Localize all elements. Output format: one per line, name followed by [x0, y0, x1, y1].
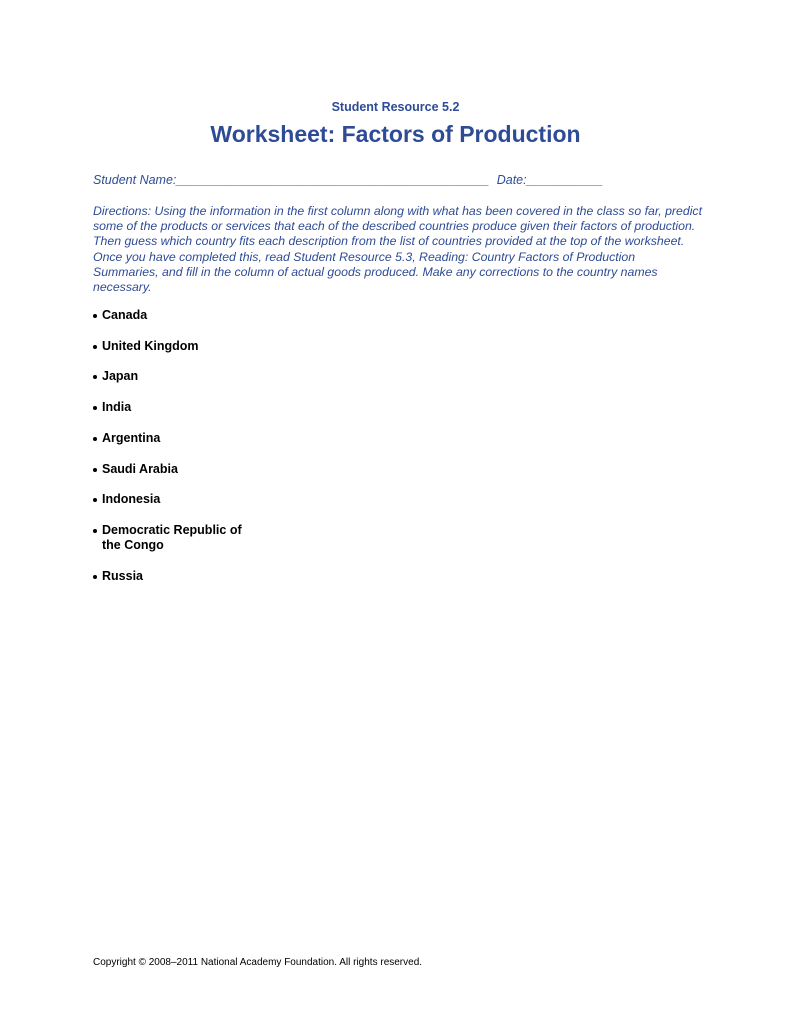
- list-item: [93, 492, 262, 507]
- country-name: India: [102, 400, 132, 415]
- country-name: Russia: [102, 568, 143, 583]
- directions-text: Directions: Using the information in the first column along with what has been covered in the class so far, predict some of the products or services that each of the described countries produce given their factors of production. Then guess which country fits each description from the list of countries provided at the top of the worksheet. Once you have completed this, read Student Resource 5.3, Reading: Country Factors of Production Summaries, and fill in the column of actual goods produced. Make any corrections to the country names necessary.: [93, 204, 703, 295]
- bullet-icon: [93, 345, 97, 349]
- country-name: Japan: [102, 369, 139, 384]
- date-blank: ___________: [526, 173, 604, 187]
- country-name: Democratic Republic of the Congo: [102, 522, 242, 553]
- resource-label: Student Resource 5.2: [331, 100, 460, 114]
- list-item: [93, 400, 262, 415]
- bullet-icon: [93, 437, 97, 441]
- list-item: [93, 523, 262, 553]
- bullet-icon: [93, 468, 97, 472]
- list-item: [93, 308, 262, 323]
- country-name: Saudi Arabia: [102, 461, 178, 476]
- bullet-icon: [93, 314, 97, 318]
- country-name: Argentina: [102, 430, 161, 445]
- bullet-icon: [93, 529, 97, 533]
- list-item: [93, 431, 262, 446]
- country-name: United Kingdom: [102, 338, 199, 353]
- list-item: [93, 339, 262, 354]
- country-list: [93, 308, 293, 600]
- country-name: Indonesia: [102, 492, 161, 507]
- student-name-blank: _____________________________________________: [176, 173, 490, 187]
- bullet-icon: [93, 406, 97, 410]
- page-title: Worksheet: Factors of Production: [210, 121, 581, 147]
- bullet-icon: [93, 575, 97, 579]
- bullet-icon: [93, 375, 97, 379]
- student-info-line: [93, 173, 603, 187]
- list-item: [93, 369, 262, 384]
- list-item: [93, 462, 262, 477]
- student-name-label: Student Name:: [93, 173, 177, 187]
- country-name: Canada: [102, 308, 148, 322]
- bullet-icon: [93, 498, 97, 502]
- list-item: [93, 569, 262, 584]
- date-label: Date:: [496, 173, 527, 187]
- copyright-footer: Copyright © 2008–2011 National Academy Foundation. All rights reserved.: [93, 957, 423, 968]
